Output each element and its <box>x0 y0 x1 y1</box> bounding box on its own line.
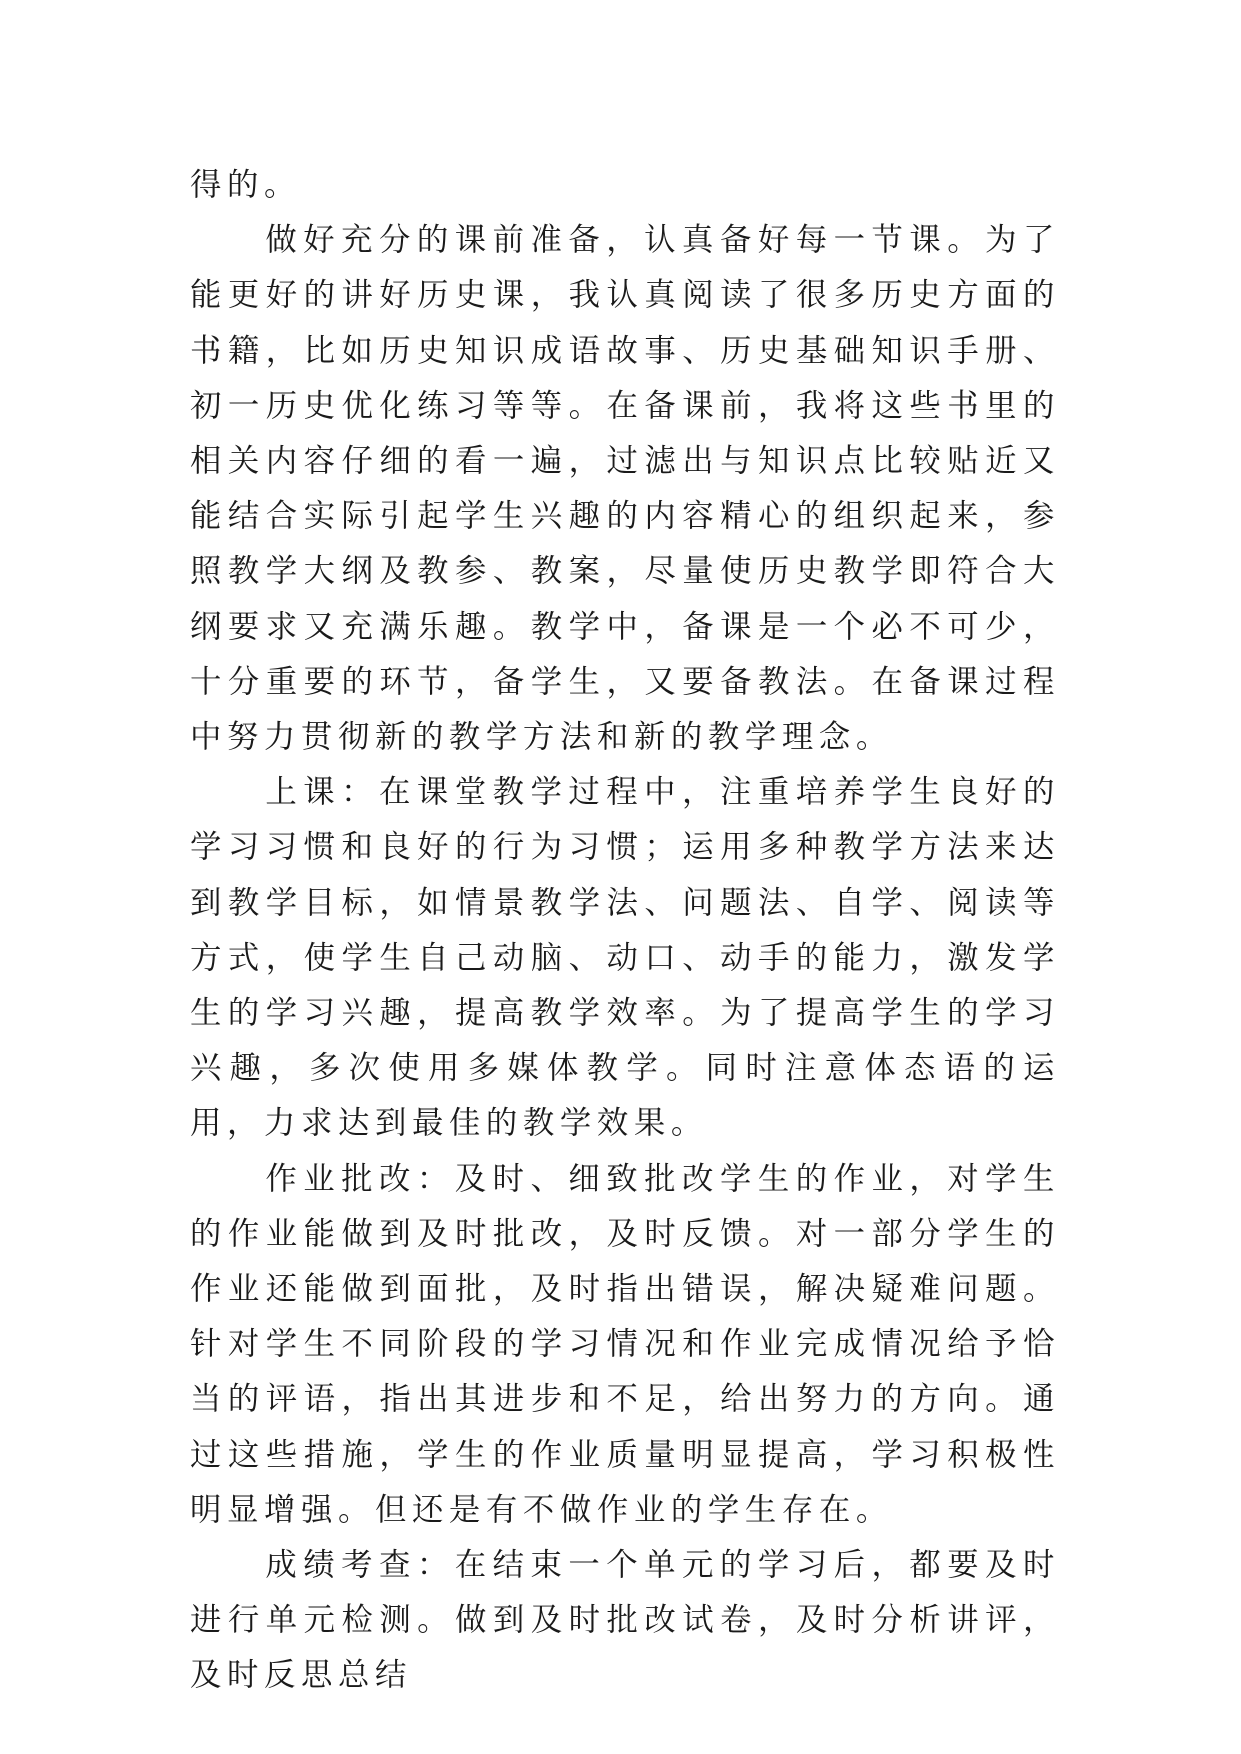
paragraph-grade-assessment: 成绩考查：在结束一个单元的学习后，都要及时进行单元检测。做到及时批改试卷，及时分析讲评，及时反思总结 <box>190 1547 1060 1694</box>
paragraph-class-teaching: 上课：在课堂教学过程中，注重培养学生良好的学习习惯和良好的行为习惯；运用多种教学方法来达到教学目标，如情景教学法、问题法、自学、阅读等方式，使学生自己动脑、动口、动手的能力，激发学生的学习兴趣，提高教学效率。为了提高学生的学习兴趣，多次使用多媒体教学。同时注意体态语的运用，力求达到最佳的教学效果。 <box>190 774 1060 1142</box>
paragraph-homework-correction: 作业批改：及时、细致批改学生的作业，对学生的作业能做到及时批改，及时反馈。对一部分学生的作业还能做到面批，及时指出错误，解决疑难问题。针对学生不同阶段的学习情况和作业完成情况给予恰当的评语，指出其进步和不足，给出努力的方向。通过这些措施，学生的作业质量明显提高，学习积极性明显增强。但还是有不做作业的学生存在。 <box>190 1160 1060 1528</box>
paragraph-lesson-preparation: 做好充分的课前准备，认真备好每一节课。为了能更好的讲好历史课，我认真阅读了很多历史方面的书籍，比如历史知识成语故事、历史基础知识手册、初一历史优化练习等等。在备课前，我将这些书里的相关内容仔细的看一遍，过滤出与知识点比较贴近又能结合实际引起学生兴趣的内容精心的组织起来，参照教学大纲及教参、教案，尽量使历史教学即符合大纲要求又充满乐趣。教学中，备课是一个必不可少，十分重要的环节，备学生，又要备教法。在备课过程中努力贯彻新的教学方法和新的教学理念。 <box>190 222 1060 756</box>
body-text <box>190 158 1060 1704</box>
paragraph-continuation: 得的。 <box>190 167 301 203</box>
